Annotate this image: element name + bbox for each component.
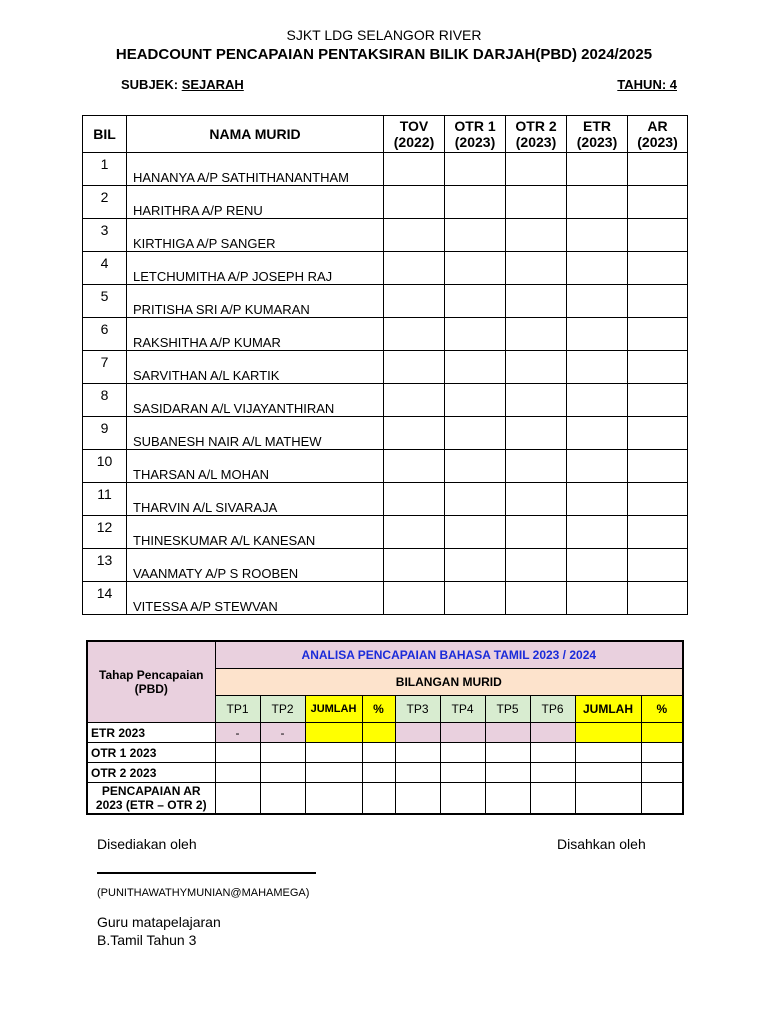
header-otr2 [506, 116, 567, 153]
score-cell-etr [567, 153, 628, 186]
student-name: THARSAN A/L MOHAN [127, 450, 384, 483]
header-otr1-line2: (2023) [454, 134, 496, 150]
student-number: 12 [83, 516, 127, 549]
header-etr [567, 116, 628, 153]
score-cell-otr2 [506, 318, 567, 351]
col-tp1: TP1 [215, 696, 260, 723]
student-name: LETCHUMITHA A/P JOSEPH RAJ [127, 252, 384, 285]
cell [440, 743, 485, 763]
header-bil: BIL [83, 116, 127, 153]
header-etr-line1: ETR [583, 118, 611, 134]
col-tp4: TP4 [440, 696, 485, 723]
teacher-name: (PUNITHAWATHYMUNIAN@MAHAMEGA) [97, 887, 310, 899]
student-row [83, 483, 688, 516]
student-name: RAKSHITHA A/P KUMAR [127, 318, 384, 351]
header-otr1-line1: OTR 1 [454, 118, 496, 134]
score-cell-etr [567, 219, 628, 252]
col-tp6: TP6 [530, 696, 575, 723]
score-cell-etr [567, 285, 628, 318]
score-cell-ar [628, 318, 688, 351]
student-name: THARVIN A/L SIVARAJA [127, 483, 384, 516]
score-cell-ar [628, 186, 688, 219]
score-cell-etr [567, 186, 628, 219]
cell [305, 763, 362, 783]
score-cell-tov [384, 186, 445, 219]
score-cell-otr1 [445, 153, 506, 186]
cell [395, 783, 440, 815]
cell-etr-tp4 [440, 723, 485, 743]
score-cell-tov [384, 219, 445, 252]
student-number: 10 [83, 450, 127, 483]
cell [575, 763, 641, 783]
col-tp2: TP2 [260, 696, 305, 723]
student-name: VAANMATY A/P S ROOBEN [127, 549, 384, 582]
student-row [83, 186, 688, 219]
student-number: 6 [83, 318, 127, 351]
cell [641, 743, 683, 763]
cell [530, 783, 575, 815]
score-cell-etr [567, 549, 628, 582]
score-cell-otr1 [445, 285, 506, 318]
score-cell-tov [384, 417, 445, 450]
cell [641, 763, 683, 783]
header-etr-line2: (2023) [576, 134, 618, 150]
header-tov [384, 116, 445, 153]
student-name: HANANYA A/P SATHITHANANTHAM [127, 153, 384, 186]
cell-etr-tp6 [530, 723, 575, 743]
score-cell-otr1 [445, 516, 506, 549]
cell [305, 743, 362, 763]
score-cell-ar [628, 285, 688, 318]
score-cell-etr [567, 582, 628, 615]
score-cell-otr1 [445, 318, 506, 351]
score-cell-otr2 [506, 582, 567, 615]
col-percent-2: % [641, 696, 683, 723]
student-number: 11 [83, 483, 127, 516]
cell-etr-percent-1 [362, 723, 395, 743]
col-percent-1: % [362, 696, 395, 723]
cell [215, 743, 260, 763]
cell [215, 763, 260, 783]
student-number: 14 [83, 582, 127, 615]
student-name: PRITISHA SRI A/P KUMARAN [127, 285, 384, 318]
analysis-row-ar [87, 783, 683, 815]
cell [305, 783, 362, 815]
student-name: HARITHRA A/P RENU [127, 186, 384, 219]
cell-etr-tp2: - [260, 723, 305, 743]
analysis-row-otr2 [87, 763, 683, 783]
score-cell-tov [384, 582, 445, 615]
row-label: ETR 2023 [87, 723, 215, 743]
header-otr2-line2: (2023) [515, 134, 557, 150]
cell-etr-tp1: - [215, 723, 260, 743]
student-row [83, 351, 688, 384]
score-cell-ar [628, 549, 688, 582]
header-tov-line1: TOV [399, 118, 429, 134]
score-cell-tov [384, 351, 445, 384]
subject-line [121, 77, 244, 92]
cell [485, 763, 530, 783]
score-cell-otr1 [445, 582, 506, 615]
score-cell-otr2 [506, 285, 567, 318]
score-cell-ar [628, 582, 688, 615]
score-cell-otr2 [506, 351, 567, 384]
header-name: NAMA MURID [127, 116, 384, 153]
student-row [83, 318, 688, 351]
header-tov-line2: (2022) [393, 134, 435, 150]
score-cell-ar [628, 384, 688, 417]
score-cell-otr2 [506, 219, 567, 252]
score-cell-etr [567, 384, 628, 417]
student-name: THINESKUMAR A/L KANESAN [127, 516, 384, 549]
analysis-table [86, 640, 684, 815]
score-cell-etr [567, 351, 628, 384]
cell [485, 783, 530, 815]
score-cell-otr2 [506, 417, 567, 450]
score-cell-otr1 [445, 417, 506, 450]
header-ar-line1: AR [647, 118, 668, 134]
score-cell-tov [384, 252, 445, 285]
header-ar-line2: (2023) [637, 134, 678, 150]
score-cell-otr1 [445, 186, 506, 219]
score-cell-ar [628, 483, 688, 516]
score-cell-etr [567, 417, 628, 450]
cell [641, 783, 683, 815]
student-number: 3 [83, 219, 127, 252]
score-cell-tov [384, 318, 445, 351]
student-row [83, 582, 688, 615]
score-cell-etr [567, 516, 628, 549]
student-row [83, 219, 688, 252]
cell [440, 783, 485, 815]
score-cell-tov [384, 384, 445, 417]
year-label: TAHUN: 4 [617, 77, 677, 92]
student-row [83, 417, 688, 450]
bilangan-murid-label: BILANGAN MURID [215, 669, 683, 696]
cell [362, 763, 395, 783]
cell [395, 743, 440, 763]
cell [260, 783, 305, 815]
score-cell-ar [628, 153, 688, 186]
score-cell-otr1 [445, 483, 506, 516]
cell [260, 763, 305, 783]
student-number: 5 [83, 285, 127, 318]
score-cell-ar [628, 219, 688, 252]
student-name: VITESSA A/P STEWVAN [127, 582, 384, 615]
cell [530, 763, 575, 783]
score-cell-otr2 [506, 252, 567, 285]
subject-label: SUBJEK: [121, 77, 182, 92]
prepared-by-label: Disediakan oleh [97, 836, 197, 852]
cell-etr-tp5 [485, 723, 530, 743]
tahap-pencapaian-label: Tahap Pencapaian (PBD) [87, 641, 215, 723]
cell [260, 743, 305, 763]
student-name: SASIDARAN A/L VIJAYANTHIRAN [127, 384, 384, 417]
score-cell-tov [384, 549, 445, 582]
score-cell-tov [384, 153, 445, 186]
score-cell-otr1 [445, 252, 506, 285]
students-table [82, 115, 688, 615]
col-tp3: TP3 [395, 696, 440, 723]
signature-line [97, 872, 316, 874]
score-cell-ar [628, 516, 688, 549]
score-cell-otr2 [506, 153, 567, 186]
cell [395, 763, 440, 783]
analysis-row-otr1 [87, 743, 683, 763]
cell-etr-jumlah-1 [305, 723, 362, 743]
score-cell-otr2 [506, 186, 567, 219]
students-header-row [83, 116, 688, 153]
score-cell-ar [628, 450, 688, 483]
student-row [83, 450, 688, 483]
student-number: 7 [83, 351, 127, 384]
student-row [83, 153, 688, 186]
student-number: 8 [83, 384, 127, 417]
approved-by-label: Disahkan oleh [557, 836, 646, 852]
score-cell-otr1 [445, 384, 506, 417]
score-cell-otr2 [506, 549, 567, 582]
school-name: SJKT LDG SELANGOR RIVER [286, 27, 482, 43]
teacher-subject: B.Tamil Tahun 3 [97, 932, 197, 948]
score-cell-etr [567, 252, 628, 285]
student-number: 9 [83, 417, 127, 450]
col-tp5: TP5 [485, 696, 530, 723]
document-title: HEADCOUNT PENCAPAIAN PENTAKSIRAN BILIK DARJAH(PBD) 2024/2025 [115, 46, 653, 63]
student-number: 4 [83, 252, 127, 285]
student-row [83, 285, 688, 318]
student-name: SARVITHAN A/L KARTIK [127, 351, 384, 384]
header-otr2-line1: OTR 2 [515, 118, 557, 134]
score-cell-etr [567, 318, 628, 351]
score-cell-etr [567, 450, 628, 483]
student-row [83, 384, 688, 417]
col-jumlah-1: JUMLAH [305, 696, 362, 723]
score-cell-otr1 [445, 219, 506, 252]
row-label: OTR 1 2023 [87, 743, 215, 763]
score-cell-otr1 [445, 351, 506, 384]
analysis-row-etr [87, 723, 683, 743]
score-cell-ar [628, 417, 688, 450]
student-row [83, 549, 688, 582]
cell-etr-tp3 [395, 723, 440, 743]
header-otr1 [445, 116, 506, 153]
score-cell-otr2 [506, 384, 567, 417]
score-cell-tov [384, 285, 445, 318]
header-ar [628, 116, 688, 153]
cell [575, 783, 641, 815]
score-cell-ar [628, 351, 688, 384]
score-cell-otr2 [506, 450, 567, 483]
row-label: OTR 2 2023 [87, 763, 215, 783]
score-cell-ar [628, 252, 688, 285]
score-cell-otr2 [506, 483, 567, 516]
student-number: 1 [83, 153, 127, 186]
student-row [83, 516, 688, 549]
col-jumlah-2: JUMLAH [575, 696, 641, 723]
cell [575, 743, 641, 763]
cell [362, 743, 395, 763]
cell-etr-percent-2 [641, 723, 683, 743]
teacher-role: Guru matapelajaran [97, 914, 221, 930]
cell [485, 743, 530, 763]
score-cell-otr1 [445, 549, 506, 582]
score-cell-tov [384, 516, 445, 549]
score-cell-tov [384, 483, 445, 516]
student-name: KIRTHIGA A/P SANGER [127, 219, 384, 252]
subject-value: SEJARAH [181, 77, 244, 92]
student-name: SUBANESH NAIR A/L MATHEW [127, 417, 384, 450]
student-row [83, 252, 688, 285]
row-label: PENCAPAIAN AR 2023 (ETR – OTR 2) [87, 783, 215, 815]
cell [530, 743, 575, 763]
score-cell-otr1 [445, 450, 506, 483]
score-cell-etr [567, 483, 628, 516]
cell [440, 763, 485, 783]
score-cell-otr2 [506, 516, 567, 549]
score-cell-tov [384, 450, 445, 483]
student-number: 2 [83, 186, 127, 219]
cell [215, 783, 260, 815]
cell [362, 783, 395, 815]
student-number: 13 [83, 549, 127, 582]
analysis-title: ANALISA PENCAPAIAN BAHASA TAMIL 2023 / 2024 [215, 641, 683, 669]
cell-etr-jumlah-2 [575, 723, 641, 743]
